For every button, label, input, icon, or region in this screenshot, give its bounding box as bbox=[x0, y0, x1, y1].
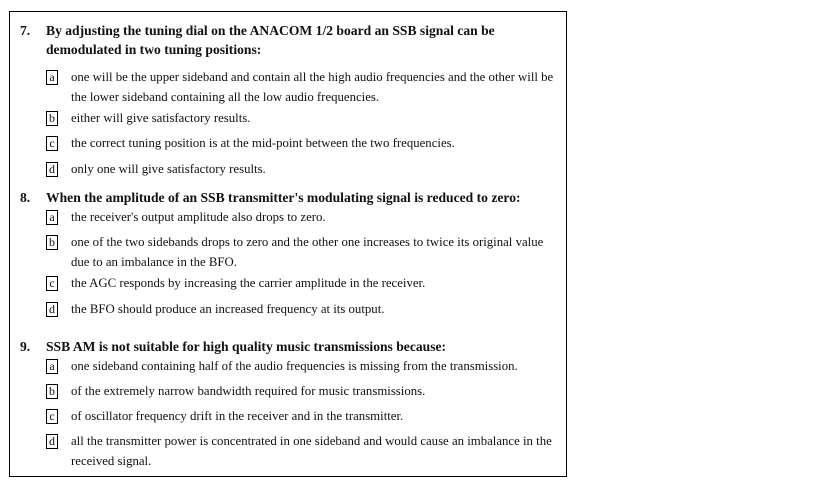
option-letter-box: d bbox=[46, 434, 58, 449]
option-letter-box: d bbox=[46, 162, 58, 177]
option-text: the BFO should produce an increased frequency at its output. bbox=[71, 302, 385, 316]
question-stem: By adjusting the tuning dial on the ANACOM 1/2 board an SSB signal can be demodulated in two tuning positions: bbox=[46, 23, 495, 57]
option-letter-box: c bbox=[46, 276, 58, 291]
option-letter-box: c bbox=[46, 136, 58, 151]
question-number: 9. bbox=[20, 339, 31, 354]
option-letter-box: a bbox=[46, 70, 58, 85]
option-text: of the extremely narrow bandwidth required for music transmissions. bbox=[71, 384, 426, 398]
question-stem: When the amplitude of an SSB transmitter's modulating signal is reduced to zero: bbox=[46, 190, 521, 205]
option-letter-box: d bbox=[46, 302, 58, 317]
option-text: the AGC responds by increasing the carrier amplitude in the receiver. bbox=[71, 276, 426, 290]
option-text: of oscillator frequency drift in the receiver and in the transmitter. bbox=[71, 409, 404, 423]
option-text: one will be the upper sideband and contain all the high audio frequencies and the other will be the lower sideband containing all the low audio frequencies. bbox=[71, 70, 554, 104]
option-text: either will give satisfactory results. bbox=[71, 111, 251, 125]
question-number: 7. bbox=[20, 23, 31, 38]
option-text: the receiver's output amplitude also drops to zero. bbox=[71, 210, 326, 224]
option-letter-box: b bbox=[46, 384, 58, 399]
option-letter-box: a bbox=[46, 210, 58, 225]
quiz-panel bbox=[9, 11, 567, 477]
option-text: one sideband containing half of the audio frequencies is missing from the transmission. bbox=[71, 359, 518, 373]
option-text: all the transmitter power is concentrated in one sideband and would cause an imbalance in the received signal. bbox=[71, 434, 552, 468]
option-letter-box: a bbox=[46, 359, 58, 374]
option-text: only one will give satisfactory results. bbox=[71, 162, 266, 176]
option-letter-box: b bbox=[46, 111, 58, 126]
option-text: one of the two sidebands drops to zero and the other one increases to twice its original value due to an imbalance in the BFO. bbox=[71, 235, 544, 269]
option-text: the correct tuning position is at the mid-point between the two frequencies. bbox=[71, 136, 455, 150]
option-letter-box: b bbox=[46, 235, 58, 250]
question-number: 8. bbox=[20, 190, 31, 205]
option-letter-box: c bbox=[46, 409, 58, 424]
question-stem: SSB AM is not suitable for high quality music transmissions because: bbox=[46, 339, 447, 354]
